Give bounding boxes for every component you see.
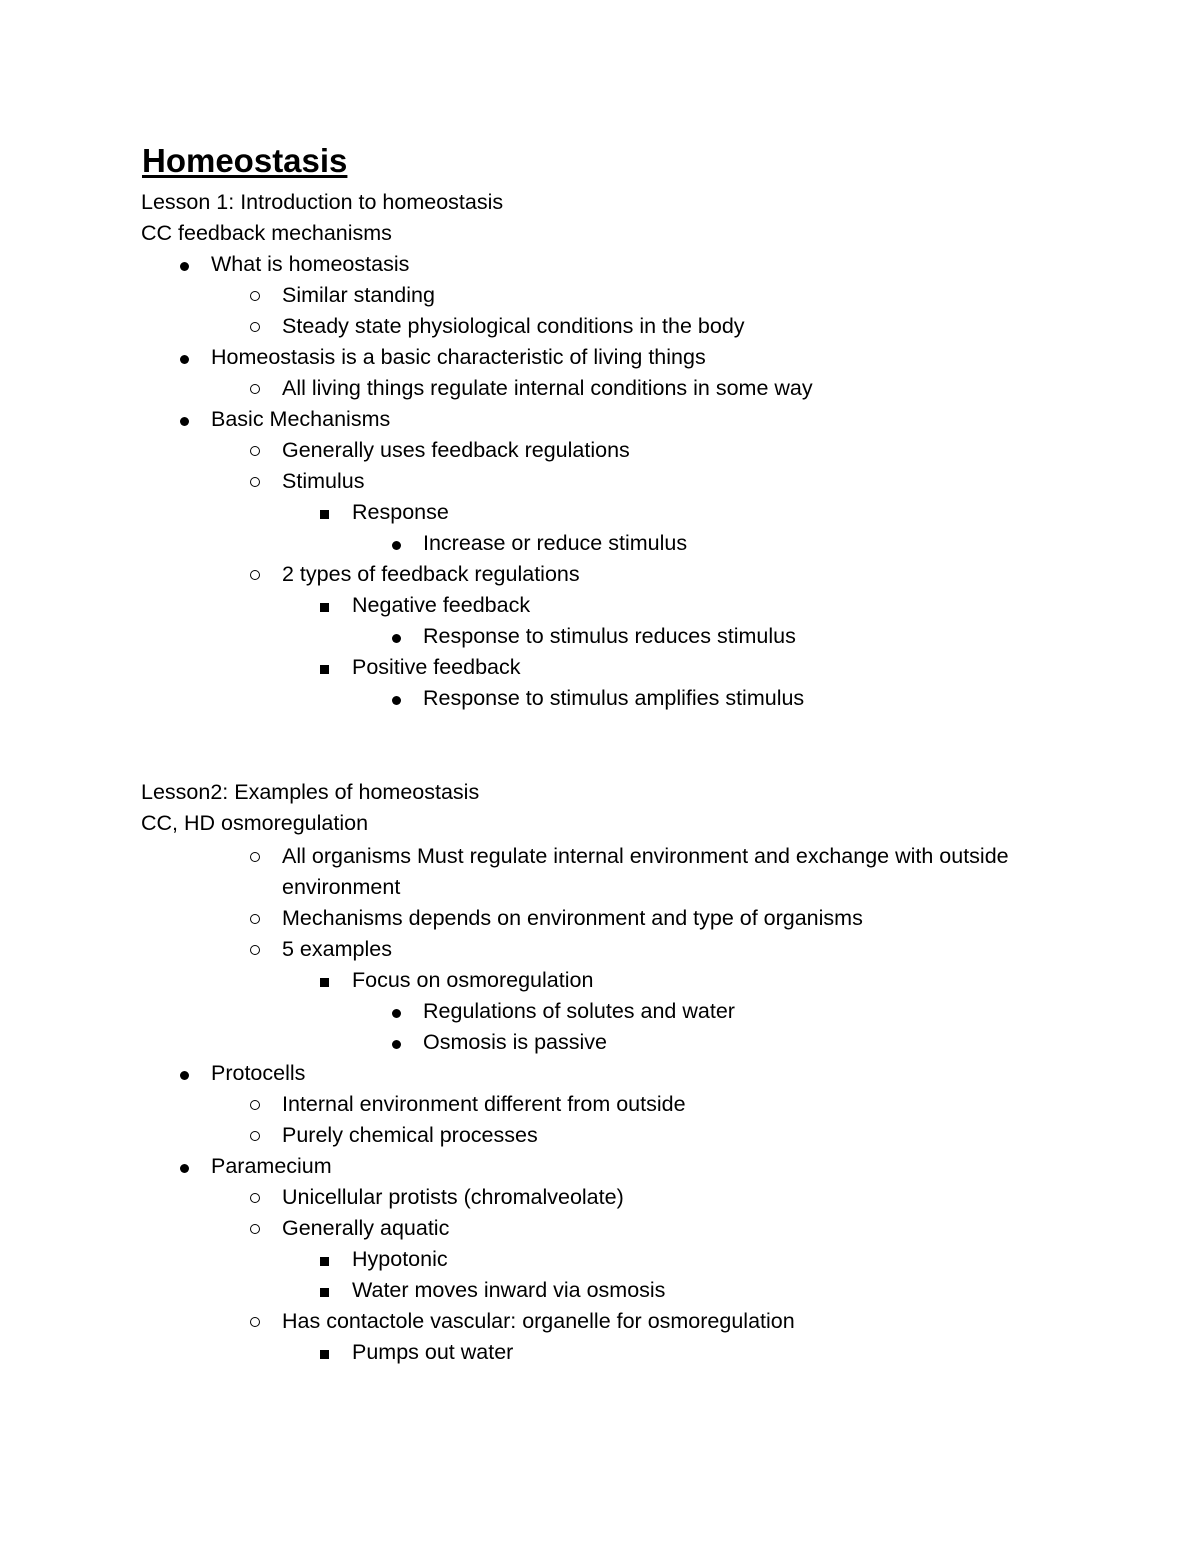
list-item: Steady state physiological conditions in the body — [282, 314, 745, 338]
circle-bullet-icon — [250, 1131, 260, 1141]
list-item: Paramecium — [211, 1154, 332, 1178]
list-item: Protocells — [211, 1061, 306, 1085]
disc-bullet-icon — [180, 355, 189, 364]
lesson2-heading: Lesson2: Examples of homeostasis — [141, 780, 480, 804]
square-bullet-icon — [320, 510, 329, 519]
list-item: Response to stimulus reduces stimulus — [423, 624, 796, 648]
list-item: Water moves inward via osmosis — [352, 1278, 666, 1302]
circle-bullet-icon — [250, 1317, 260, 1327]
list-item: Homeostasis is a basic characteristic of living things — [211, 345, 706, 369]
circle-bullet-icon — [250, 1100, 260, 1110]
list-item: Response — [352, 500, 449, 524]
list-item: Hypotonic — [352, 1247, 448, 1271]
circle-bullet-icon — [250, 291, 260, 301]
list-item: Response to stimulus amplifies stimulus — [423, 686, 805, 710]
list-item: 5 examples — [282, 937, 392, 961]
square-bullet-icon — [320, 603, 329, 612]
disc-bullet-icon — [392, 1009, 401, 1018]
list-item: Pumps out water — [352, 1340, 514, 1364]
disc-bullet-icon — [180, 262, 189, 271]
square-bullet-icon — [320, 1257, 329, 1266]
list-item: Increase or reduce stimulus — [423, 531, 688, 555]
list-item: Unicellular protists (chromalveolate) — [282, 1185, 624, 1209]
disc-bullet-icon — [392, 634, 401, 643]
disc-bullet-icon — [392, 696, 401, 705]
list-item: Focus on osmoregulation — [352, 968, 594, 992]
list-item: Positive feedback — [352, 655, 521, 679]
list-item: Has contactole vascular: organelle for osmoregulation — [282, 1309, 795, 1333]
list-item: Osmosis is passive — [423, 1030, 607, 1054]
document-title: Homeostasis — [142, 142, 348, 179]
disc-bullet-icon — [392, 541, 401, 550]
disc-bullet-icon — [392, 1040, 401, 1049]
list-item: Internal environment different from outside — [282, 1092, 686, 1116]
list-item: Negative feedback — [352, 593, 531, 617]
circle-bullet-icon — [250, 384, 260, 394]
list-item: Generally aquatic — [282, 1216, 450, 1240]
disc-bullet-icon — [180, 1164, 189, 1173]
circle-bullet-icon — [250, 945, 260, 955]
list-item: Similar standing — [282, 283, 435, 307]
list-item: Stimulus — [282, 469, 365, 493]
lesson2-subheading: CC, HD osmoregulation — [141, 811, 369, 835]
disc-bullet-icon — [180, 417, 189, 426]
square-bullet-icon — [320, 978, 329, 987]
list-item: 2 types of feedback regulations — [282, 562, 580, 586]
circle-bullet-icon — [250, 1193, 260, 1203]
list-item: Basic Mechanisms — [211, 407, 391, 431]
lesson1-subheading: CC feedback mechanisms — [141, 221, 392, 245]
square-bullet-icon — [320, 665, 329, 674]
circle-bullet-icon — [250, 852, 260, 862]
list-item: All living things regulate internal conditions in some way — [282, 376, 813, 400]
lesson1-heading: Lesson 1: Introduction to homeostasis — [141, 190, 504, 214]
list-item: Regulations of solutes and water — [423, 999, 735, 1023]
list-item: What is homeostasis — [211, 252, 410, 276]
square-bullet-icon — [320, 1288, 329, 1297]
square-bullet-icon — [320, 1350, 329, 1359]
list-item: Mechanisms depends on environment and type of organisms — [282, 906, 863, 930]
list-item: Purely chemical processes — [282, 1123, 538, 1147]
list-item: Generally uses feedback regulations — [282, 438, 630, 462]
circle-bullet-icon — [250, 477, 260, 487]
disc-bullet-icon — [180, 1071, 189, 1080]
circle-bullet-icon — [250, 914, 260, 924]
circle-bullet-icon — [250, 570, 260, 580]
circle-bullet-icon — [250, 446, 260, 456]
list-item: All organisms Must regulate internal environment and exchange with outside environment — [282, 844, 1009, 899]
circle-bullet-icon — [250, 1224, 260, 1234]
circle-bullet-icon — [250, 322, 260, 332]
